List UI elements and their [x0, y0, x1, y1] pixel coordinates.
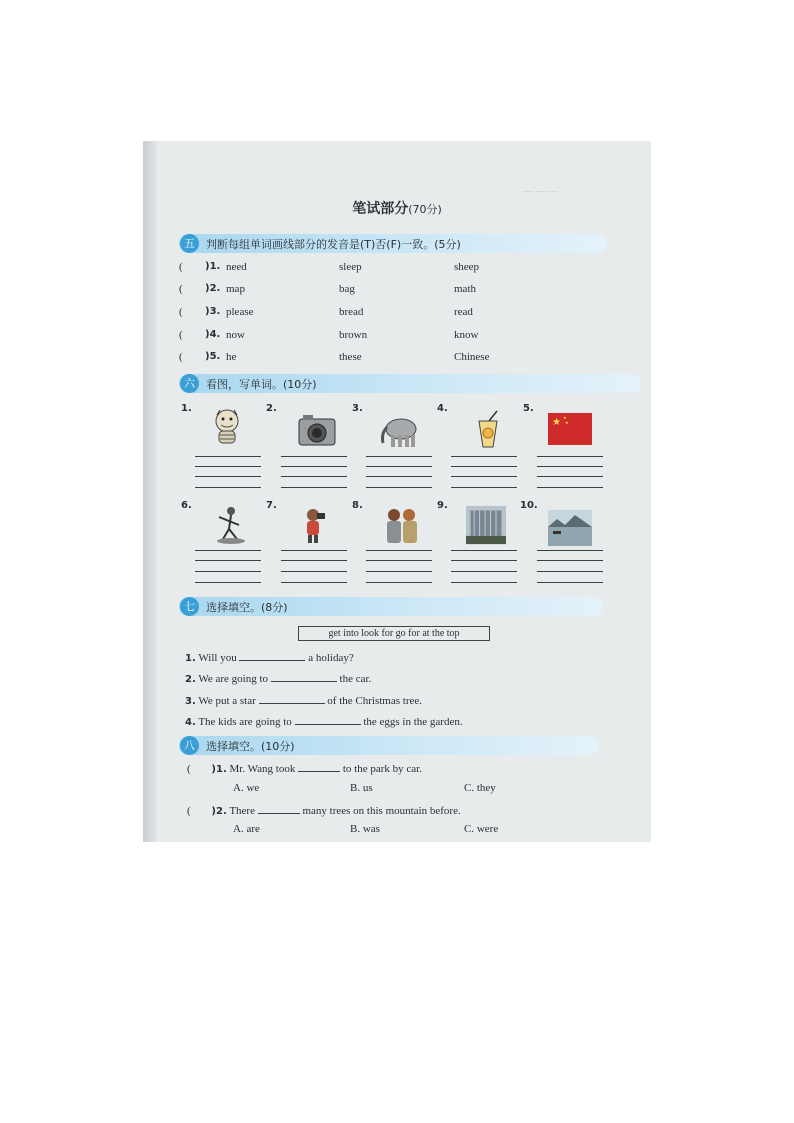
- section-5-banner: [179, 234, 607, 253]
- answer-line[interactable]: [366, 456, 432, 457]
- section-instruction: 判断每组单词画线部分的发音是(T)否(F)一致。(5分): [206, 238, 461, 251]
- answer-line[interactable]: [451, 456, 517, 457]
- section-instruction: 选择填空。(10分): [206, 740, 295, 753]
- section-number: 七: [180, 597, 199, 616]
- answer-line[interactable]: [281, 571, 347, 572]
- answer-line[interactable]: [366, 550, 432, 551]
- answer-line[interactable]: [451, 550, 517, 551]
- answer-blank[interactable]: [298, 761, 340, 772]
- worksheet-photo: — — — 笔试部分(70分) 五 判断每组单词画线部分的发音是(T)否(F)一致。(5分) ( )1. need sleep sheep ( )2. map bag math ( )3. please bread read ( )4. now brown know ( )5. he these Chinese 六 看图，写单词。(10分) 1. 2. 3. 4. 5. ★ ★ ★ 6. 7. 8. 9. 10. 七 选择填空。(8分) get into look for go for at the top 1. Will you a holiday? 2. We are going to the car. 3. We put a star of the Christmas tree. 4. The kids are going to the eggs in the garden. 八 选择填空。(10分) ( )1. Mr. Wang took to the park by car. A. we B. us C. they ( )2. There many trees on this mountain before. A. are B. was C. were: [143, 141, 651, 842]
- option-a[interactable]: A. we: [233, 782, 260, 794]
- answer-blank[interactable]: [271, 671, 337, 682]
- answer-line[interactable]: [451, 560, 517, 561]
- answer-line[interactable]: [451, 582, 517, 583]
- fill-sentence: 4. The kids are going to the eggs in the garden.: [185, 716, 463, 728]
- answer-blank[interactable]: [295, 714, 361, 725]
- picture-number: 8.: [352, 500, 363, 511]
- picture-number: 10.: [520, 500, 538, 511]
- answer-line[interactable]: [451, 466, 517, 467]
- option-b[interactable]: B. us: [350, 782, 373, 794]
- option-c[interactable]: C. they: [464, 782, 496, 794]
- answer-line[interactable]: [537, 560, 603, 561]
- answer-line[interactable]: [366, 466, 432, 467]
- answer-line[interactable]: [537, 466, 603, 467]
- section-number: 八: [180, 736, 199, 755]
- section-7-banner: [179, 597, 603, 616]
- answer-line[interactable]: [195, 456, 261, 457]
- picture-number: 5.: [523, 403, 534, 414]
- answer-line[interactable]: [281, 550, 347, 551]
- answer-line[interactable]: [281, 560, 347, 561]
- picture-number: 9.: [437, 500, 448, 511]
- skier-icon: [209, 505, 255, 545]
- section-instruction: 看图，写单词。(10分): [206, 378, 317, 391]
- answer-blank[interactable]: [259, 693, 325, 704]
- answer-blank[interactable]: [258, 803, 300, 814]
- answer-line[interactable]: [537, 487, 603, 488]
- answer-line[interactable]: [281, 476, 347, 477]
- answer-line[interactable]: [537, 582, 603, 583]
- answer-line[interactable]: [366, 571, 432, 572]
- picture-number: 2.: [266, 403, 277, 414]
- answer-line[interactable]: [451, 487, 517, 488]
- flag-icon: [547, 411, 593, 451]
- choice-question: ( )2. There many trees on this mountain before.: [187, 805, 461, 817]
- building-icon: [463, 505, 509, 545]
- answer-line[interactable]: [451, 571, 517, 572]
- answer-line[interactable]: [195, 487, 261, 488]
- svg-text:★: ★: [565, 420, 569, 425]
- fill-sentence: 1. Will you a holiday?: [185, 652, 354, 664]
- juice-icon: [465, 409, 511, 449]
- answer-line[interactable]: [195, 582, 261, 583]
- answer-line[interactable]: [537, 456, 603, 457]
- section-number: 六: [180, 374, 199, 393]
- answer-line[interactable]: [281, 466, 347, 467]
- answer-blank[interactable]: [239, 650, 305, 661]
- picture-number: 1.: [181, 403, 192, 414]
- option-b[interactable]: B. was: [350, 823, 380, 835]
- word-bank-box: get into look for go for at the top: [298, 626, 490, 641]
- option-a[interactable]: A. are: [233, 823, 260, 835]
- answer-line[interactable]: [195, 550, 261, 551]
- lake-icon: [547, 509, 593, 549]
- couple-icon: [379, 505, 425, 545]
- answer-line[interactable]: [195, 466, 261, 467]
- option-c[interactable]: C. were: [464, 823, 499, 835]
- answer-line[interactable]: [195, 560, 261, 561]
- svg-text:★: ★: [552, 417, 561, 428]
- section-8-banner: [179, 736, 599, 755]
- section-instruction: 选择填空。(8分): [206, 601, 288, 614]
- answer-line[interactable]: [366, 560, 432, 561]
- child-icon: [293, 505, 339, 545]
- answer-line[interactable]: [281, 456, 347, 457]
- section-6-banner: [179, 374, 641, 393]
- picture-number: 6.: [181, 500, 192, 511]
- answer-line[interactable]: [366, 476, 432, 477]
- answer-line[interactable]: [281, 582, 347, 583]
- picture-number: 4.: [437, 403, 448, 414]
- picture-number: 7.: [266, 500, 277, 511]
- answer-line[interactable]: [195, 476, 261, 477]
- answer-line[interactable]: [451, 476, 517, 477]
- svg-text:★: ★: [563, 415, 567, 420]
- elephant-icon: [379, 411, 425, 451]
- answer-line[interactable]: [537, 476, 603, 477]
- camera-icon: [295, 411, 341, 451]
- fill-sentence: 3. We put a star of the Christmas tree.: [185, 695, 422, 707]
- answer-line[interactable]: [366, 582, 432, 583]
- answer-line[interactable]: [537, 571, 603, 572]
- section-number: 五: [180, 234, 199, 253]
- answer-line[interactable]: [281, 487, 347, 488]
- answer-line[interactable]: [537, 550, 603, 551]
- answer-line[interactable]: [366, 487, 432, 488]
- page-title: 笔试部分(70分): [352, 201, 442, 217]
- book-gutter: [143, 141, 157, 842]
- choice-question: ( )1. Mr. Wang took to the park by car.: [187, 763, 422, 775]
- fill-sentence: 2. We are going to the car.: [185, 673, 372, 685]
- bleed-through: — — —: [523, 186, 558, 197]
- answer-line[interactable]: [195, 571, 261, 572]
- tiger-icon: [205, 407, 251, 447]
- picture-number: 3.: [352, 403, 363, 414]
